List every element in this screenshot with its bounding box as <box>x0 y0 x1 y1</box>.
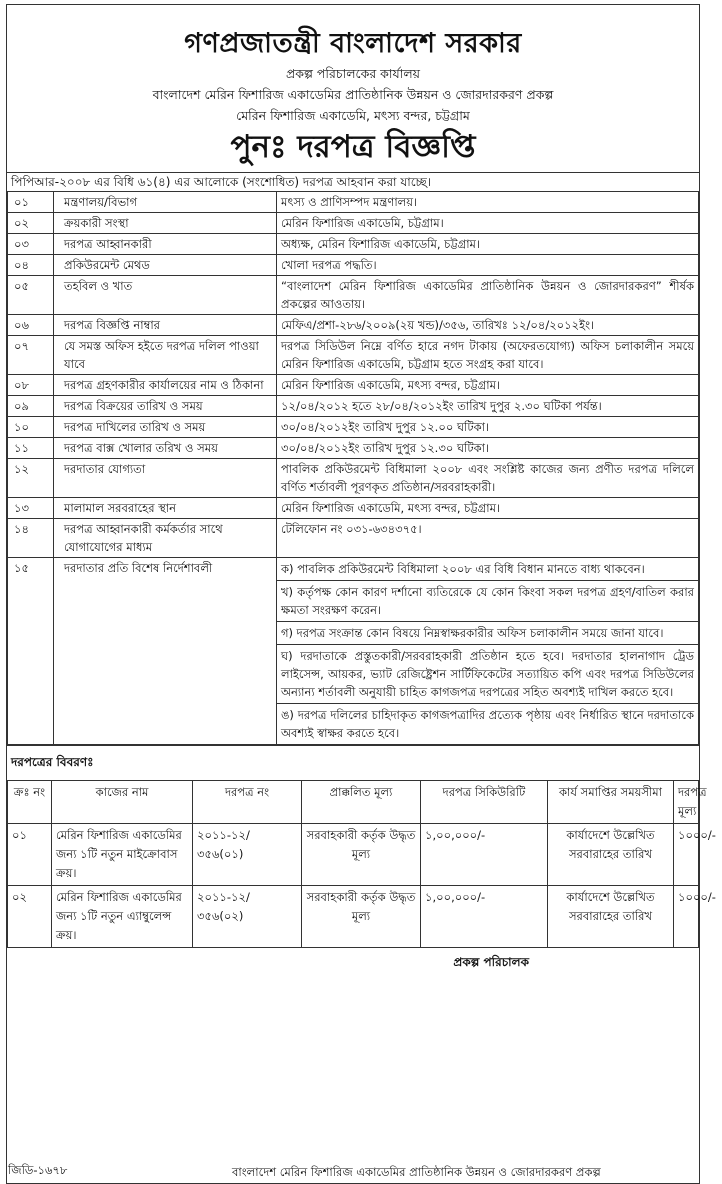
table-row <box>8 213 699 234</box>
row-label: তহবিল ও খাত <box>54 276 277 315</box>
table-row <box>8 396 699 417</box>
row-label: যে সমস্ত অফিস হইতে দরপত্র দলিল পাওয়া যাবে <box>54 336 277 375</box>
cell-security: ১,০০,০০০/- <box>421 886 548 948</box>
table-row-instructions <box>8 558 699 745</box>
cell-deadline: কার্যাদেশে উল্লেখিত সরবারাহের তারিখ <box>548 824 674 886</box>
table-row <box>8 417 699 438</box>
row-serial: ১৪ <box>8 519 54 558</box>
row-serial: ০৫ <box>8 276 54 315</box>
row-serial: ০৬ <box>8 315 54 336</box>
column-header: প্রাক্কলিত মূল্য <box>302 781 421 824</box>
row-value: মেরিন ফিশারিজ একাডেমি, মৎস্য বন্দর, চট্টগ্রাম। <box>277 375 699 396</box>
tender-info-table <box>7 191 699 745</box>
row-serial: ০৪ <box>8 255 54 276</box>
row-serial: ০৩ <box>8 234 54 255</box>
cell-security: ১,০০,০০০/- <box>421 824 548 886</box>
table-row <box>8 438 699 459</box>
column-header: কাজের নাম <box>52 781 193 824</box>
cell-price: ১০০০/- <box>674 886 699 948</box>
notice-title: পুনঃ দরপত্র বিজ্ঞপ্তি <box>230 129 476 165</box>
row-value: “বাংলাদেশ মেরিন ফিশারিজ একাডেমির প্রাতিষ্ঠানিক উন্নয়ন ও জোরদারকরণ” শীর্ষক প্রকল্পের আওতায়। <box>277 276 699 315</box>
notice-header <box>7 29 699 166</box>
row-value: খোলা দরপত্র পদ্ধতি। <box>277 255 699 276</box>
table-row <box>8 255 699 276</box>
intro-text: পিপিআর-২০০৮ এর বিধি ৬১(৪) এর আলোকে (সংশোধিত) দরপত্র আহবান করা যাচ্ছে। <box>7 172 699 191</box>
row-serial: ১৩ <box>8 498 54 519</box>
instruction-item: খ) কর্তৃপক্ষ কোন কারণ দর্শানো ব্যতিরেকে যে কোন কিংবা সকল দরপত্র গ্রহণ/বাতিল করার ক্ষমতা সংরক্ষণ করেন। <box>277 581 698 622</box>
row-serial: ০৭ <box>8 336 54 375</box>
row-value: দরপত্র সিডিউল নিম্নে বর্ণিত হারে নগদ টাকায় (অফেরতযোগ্য) অফিস চলাকালীন সময়ে মেরিন ফিশারিজ একাডেমি, চট্টগ্রাম হতে সংগ্রহ করা যাবে। <box>277 336 699 375</box>
table-header-row <box>8 781 699 824</box>
table-row <box>8 276 699 315</box>
row-serial: ০১ <box>8 192 54 213</box>
table-row <box>8 498 699 519</box>
table-row <box>8 519 699 558</box>
row-label: মন্ত্রণালয়/বিভাগ <box>54 192 277 213</box>
office-name: প্রকল্প পরিচালকের কার্যালয় <box>285 66 421 81</box>
column-header: দরপত্র সিকিউরিটি <box>421 781 548 824</box>
row-label: দরপত্র আহ্বানকারী কর্মকর্তার সাথে যোগাযোগের মাধ্যম <box>54 519 277 558</box>
row-label: দরপত্র গ্রহণকারীর কার্যালয়ের নাম ও ঠিকানা <box>54 375 277 396</box>
project-name: বাংলাদেশ মেরিন ফিশারিজ একাডেমির প্রাতিষ্ঠানিক উন্নয়ন ও জোরদারকরণ প্রকল্প <box>152 87 554 102</box>
row-value: টেলিফোন নং ০৩১-৬৩৪৩৭৫। <box>277 519 699 558</box>
instruction-item: গ) দরপত্র সংক্রান্ত কোন বিষয়ে নিম্নস্বাক্ষরকারীর অফিস চলাকালীন সময়ে জানা যাবে। <box>277 622 698 645</box>
footer-project-name: বাংলাদেশ মেরিন ফিশারিজ একাডেমির প্রাতিষ্ঠানিক উন্নয়ন ও জোরদারকরণ প্রকল্প <box>232 1165 601 1179</box>
cell-estimate: সরবাহকারী কর্তৃক উদ্ধৃত মূল্য <box>302 824 421 886</box>
instruction-item: ক) পাবলিক প্রকিউরমেন্ট বিধিমালা ২০০৮ এর বিধি বিধান মানতে বাধ্য থাকবেন। <box>277 558 698 581</box>
cell-work-name: মেরিন ফিশারিজ একাডেমির জন্য ১টি নতুন এ্যাম্বুলেন্স ক্রয়। <box>52 886 193 948</box>
instructions-list <box>277 558 699 745</box>
row-serial: ০৮ <box>8 375 54 396</box>
row-label: দরপত্র বাক্স খোলার তরিখ ও সময় <box>54 438 277 459</box>
row-value: অধ্যক্ষ, মেরিন ফিশারিজ একাডেমি, চট্টগ্রাম। <box>277 234 699 255</box>
row-label: প্রকিউরমেন্ট মেথড <box>54 255 277 276</box>
row-label: দরপত্র বিক্রয়ের তারিখ ও সময় <box>54 396 277 417</box>
table-row <box>8 192 699 213</box>
row-value: পাবলিক প্রকিউরমেন্ট বিধিমালা ২০০৮ এবং সংশ্লিষ্ট কাজের জন্য প্রণীত দরপত্র দলিলে বর্ণিত শর্তাবলী পূরণকৃত প্রতিষ্ঠান/সরবরাহকারী। <box>277 459 699 498</box>
column-header: কার্য সমাপ্তির সময়সীমা <box>548 781 674 824</box>
government-title: গণপ্রজাতন্ত্রী বাংলাদেশ সরকার <box>184 28 522 59</box>
table-row <box>8 886 699 948</box>
instruction-item: ঙ) দরপত্র দলিলের চাহিদাকৃত কাগজপত্রাদির প্রত্যেক পৃষ্ঠায় এবং নির্ধারিত স্থানে দরদাতাকে অবশ্যই স্বাক্ষর করতে হবে। <box>281 708 694 740</box>
row-serial: ০২ <box>8 213 54 234</box>
row-label: দরপত্র দাখিলের তারিখ ও সময় <box>54 417 277 438</box>
row-value: ৩০/০৪/২০১২ইং তারিখ দুপুর ১২.০০ ঘটিকা। <box>277 417 699 438</box>
cell-work-name: মেরিন ফিশারিজ একাডেমির জন্য ১টি নতুন মাইক্রোবাস ক্রয়। <box>52 824 193 886</box>
cell-price: ১০০০/- <box>674 824 699 886</box>
table-row <box>8 375 699 396</box>
row-label: মালামাল সরবরাহের স্থান <box>54 498 277 519</box>
cell-serial: ০২ <box>8 886 52 948</box>
row-value: ৩০/০৪/২০১২ইং তারিখ দুপুর ১২.৩০ ঘটিকা। <box>277 438 699 459</box>
row-serial: ১০ <box>8 417 54 438</box>
row-value: ১২/০৪/২০১২ হতে ২৮/০৪/২০১২ইং তারিখ দুপুর ২.৩০ ঘটিকা পর্যন্ত। <box>277 396 699 417</box>
tender-notice <box>6 4 716 1184</box>
reference-code: জিডি-১৬৭৮ <box>8 1163 68 1177</box>
office-address: মেরিন ফিশারিজ একাডেমি, মৎস্য বন্দর, চট্টগ্রাম <box>236 108 470 123</box>
row-serial: ১১ <box>8 438 54 459</box>
row-value: মেরিন ফিশারিজ একাডেমি, মৎস্য বন্দর, চট্টগ্রাম। <box>277 498 699 519</box>
tender-description-table <box>7 780 716 948</box>
row-serial: ১৫ <box>8 558 54 745</box>
cell-serial: ০১ <box>8 824 52 886</box>
table-row <box>8 315 699 336</box>
table-row <box>8 234 699 255</box>
row-serial: ১২ <box>8 459 54 498</box>
row-label: দরদাতার যোগ্যতা <box>54 459 277 498</box>
instruction-item: ঘ) দরদাতাকে প্রস্তুতকারী/সরবরাহকারী প্রতিষ্ঠান হতে হবে। দরদাতার হালনাগাদ ট্রেড লাইসেন্স, আয়কর, ভ্যাট রেজিষ্ট্রেশন সার্টিফিকেটের সত্যায়িত কপি এবং দরপত্র সিডিউলের অন্যান্য শর্তাবলী অনুযায়ী চাহিত কাগজপত্র দরপত্রের সহিত অবশ্যই দাখিল করতে হবে। <box>277 645 698 704</box>
row-value: মেরিন ফিশারিজ একাডেমি, চট্টগ্রাম। <box>277 213 699 234</box>
table-row <box>8 336 699 375</box>
row-value: মৎস্য ও প্রাণিসম্পদ মন্ত্রণালয়। <box>277 192 699 213</box>
cell-tender-no: ২০১১-১২/ ৩৫৬(০১) <box>193 824 302 886</box>
signatory-title: প্রকল্প পরিচালক <box>453 955 529 969</box>
table-row <box>8 824 699 886</box>
row-label: ক্রয়কারী সংস্থা <box>54 213 277 234</box>
description-heading: দরপত্রের বিবরণঃ <box>7 745 699 780</box>
row-value: মেফিএ/প্রশা-২৮৬/২০০৯(২য় খন্ড)/৩৫৬, তারিখঃ ১২/০৪/২০১২ইং। <box>277 315 699 336</box>
cell-deadline: কার্যাদেশে উল্লেখিত সরবারাহের তারিখ <box>548 886 674 948</box>
column-header: ক্রঃ নং <box>8 781 52 824</box>
table-row <box>8 459 699 498</box>
row-serial: ০৯ <box>8 396 54 417</box>
cell-estimate: সরবাহকারী কর্তৃক উদ্ধৃত মূল্য <box>302 886 421 948</box>
cell-tender-no: ২০১১-১২/ ৩৫৬(০২) <box>193 886 302 948</box>
row-label: দরদাতার প্রতি বিশেষ নির্দেশাবলী <box>54 558 277 745</box>
row-label: দরপত্র আহ্বানকারী <box>54 234 277 255</box>
row-label: দরপত্র বিজ্ঞপ্তি নাম্বার <box>54 315 277 336</box>
column-header: দরপত্র নং <box>193 781 302 824</box>
column-header: দরপত্র মূল্য <box>674 781 699 824</box>
